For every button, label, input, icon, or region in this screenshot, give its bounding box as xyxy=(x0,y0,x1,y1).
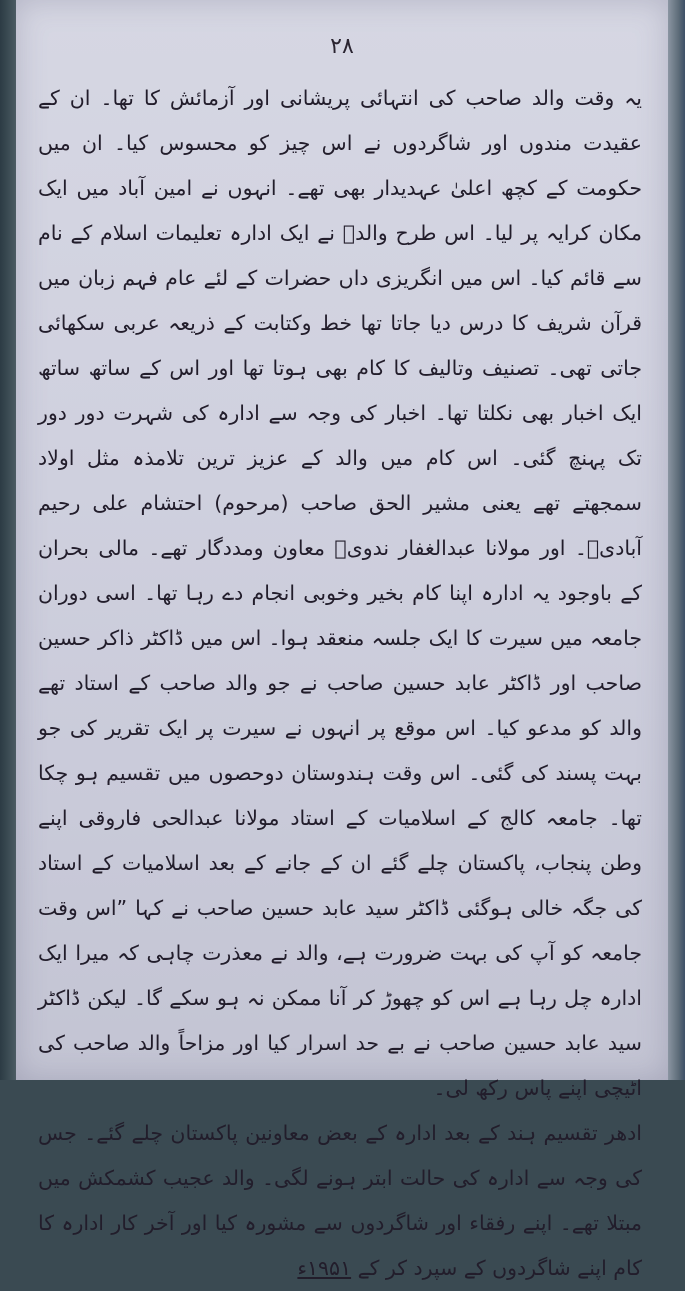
paragraph-2 xyxy=(38,1111,642,1291)
right-edge-background xyxy=(668,0,685,1080)
page-body xyxy=(38,76,642,1291)
paragraph-2-text: ادھر تقسیم ہند کے بعد ادارہ کے بعض معاونین پاکستان چلے گئے۔ جس کی وجہ سے ادارہ کی حالت ابتر ہونے لگی۔ والد عجیب کشمکش میں مبتلا تھے۔ اپنے رفقاء اور شاگردوں سے مشورہ کیا اور آخر کار ادارہ کا کام اپنے شاگردوں کے سپرد کر کے xyxy=(38,1121,642,1280)
page-number: ۲۸ xyxy=(330,34,354,59)
year-text: ۱۹۵۱ء xyxy=(297,1256,352,1280)
paragraph-1: یہ وقت والد صاحب کی انتہائی پریشانی اور آزمائش کا تھا۔ ان کے عقیدت مندوں اور شاگردوں نے اس چیز کو محسوس کیا۔ ان میں حکومت کے کچھ اعلیٰ عہدیدار بھی تھے۔ انہوں نے امین آباد میں ایک مکان کرایہ پر لیا۔ اس طرح والدؒ نے ایک ادارہ تعلیمات اسلام کے نام سے قائم کیا۔ اس میں انگریزی داں حضرات کے لئے عام فہم زبان میں قرآن شریف کا درس دیا جاتا تھا خط وکتابت کے ذریعہ عربی سکھائی جاتی تھی۔ تصنیف وتالیف کا کام بھی ہوتا تھا اور اس کے ساتھ ساتھ ایک اخبار بھی نکلتا تھا۔ اخبار کی وجہ سے ادارہ کی شہرت دور دور تک پہنچ گئی۔ اس کام میں والد کے عزیز ترین تلامذہ مثل اولاد سمجھتے تھے یعنی مشیر الحق صاحب (مرحوم) احتشام علی رحیم آبادیؒ۔ اور مولانا عبدالغفار ندویؒ معاون ومددگار تھے۔ مالی بحران کے باوجود یہ ادارہ اپنا کام بخیر وخوبی انجام دے رہا تھا۔ اسی دوران جامعہ میں سیرت کا ایک جلسہ منعقد ہوا۔ اس میں ڈاکٹر ذاکر حسین صاحب اور ڈاکٹر عابد حسین صاحب نے جو والد صاحب کے استاد تھے والد کو مدعو کیا۔ اس موقع پر انہوں نے سیرت پر ایک تقریر کی جو بہت پسند کی گئی۔ اس وقت ہندوستان دوحصوں میں تقسیم ہو چکا تھا۔ جامعہ کالج کے اسلامیات کے استاد مولانا عبدالحی فاروقی اپنے وطن پنجاب، پاکستان چلے گئے ان کے جانے کے بعد اسلامیات کے استاد کی جگہ خالی ہوگئی ڈاکٹر سید عابد حسین صاحب نے کہا ”اس وقت جامعہ کو آپ کی بہت ضرورت ہے، والد نے معذرت چاہی کہ میرا ایک ادارہ چل رہا ہے اس کو چھوڑ کر آنا ممکن نہ ہو سکے گا۔ لیکن ڈاکٹر سید عابد حسین صاحب نے بے حد اسرار کیا اور مزاحاً والد صاحب کی اٹیچی اپنے پاس رکھ لی۔ xyxy=(38,86,642,1100)
book-page xyxy=(16,0,668,1280)
